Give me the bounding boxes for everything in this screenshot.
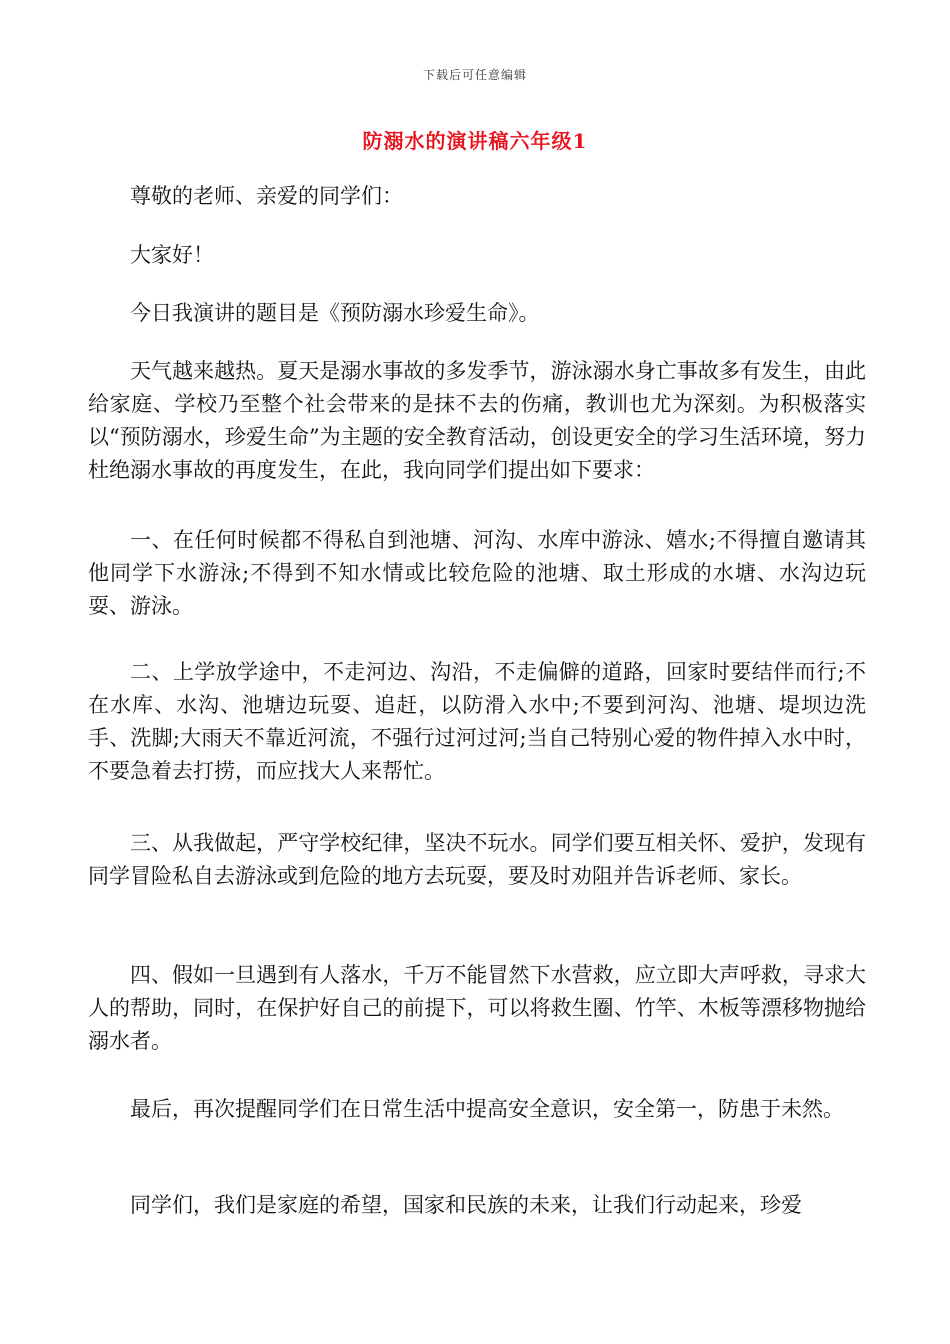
paragraph-rule-3: 三、从我做起，严守学校纪律，坚决不玩水。同学们要互相关怀、爱护，发现有同学冒险私自去游泳或到危险的地方去玩耍，要及时劝阻并告诉老师、家长。 — [88, 831, 866, 888]
document-title: 防溺水的演讲稿六年级1 — [362, 129, 588, 153]
paragraph-rule-4: 四、假如一旦遇到有人落水，千万不能冒然下水营救，应立即大声呼救，寻求大人的帮助，同时，在保护好自己的前提下，可以将救生圈、竹竿、木板等漂移物抛给溺水者。 — [88, 963, 866, 1053]
paragraph-rule-3-block — [88, 827, 866, 893]
paragraph-conclusion-block — [88, 1093, 866, 1126]
paragraph-intro: 天气越来越热。夏天是溺水事故的多发季节，游泳溺水身亡事故多有发生，由此给家庭、学校乃至整个社会带来的是抹不去的伤痛，教训也尤为深刻。为积极落实以“预防溺水，珍爱生命”为主题的安全教育活动，创设更安全的学习生活环境，努力杜绝溺水事故的再度发生，在此，我向同学们提出如下要求： — [88, 359, 866, 482]
paragraph-rule-4-block — [88, 959, 866, 1058]
paragraph-topic: 今日我演讲的题目是《预防溺水珍爱生命》。 — [130, 301, 540, 325]
paragraph-closing: 同学们，我们是家庭的希望，国家和民族的未来，让我们行动起来，珍爱 — [130, 1193, 802, 1217]
paragraph-rule-2: 二、上学放学途中，不走河边、沟沿，不走偏僻的道路，回家时要结伴而行;不在水库、水沟、池塘边玩耍、追赶，以防滑入水中;不要到河沟、池塘、堤坝边洗手、洗脚;大雨天不靠近河流，不强行过河过河;当自己特别心爱的物件掉入水中时，不要急着去打捞，而应找大人来帮忙。 — [88, 660, 866, 783]
paragraph-intro-block — [88, 355, 866, 487]
paragraph-rule-1: 一、在任何时候都不得私自到池塘、河沟、水库中游泳、嬉水;不得擅自邀请其他同学下水游泳;不得到不知水情或比较危险的池塘、取土形成的水塘、水沟边玩耍、游泳。 — [88, 528, 866, 618]
paragraph-closing-block — [88, 1189, 866, 1222]
paragraph-rule-1-block — [88, 524, 866, 623]
paragraph-rule-2-block — [88, 656, 866, 788]
paragraph-salutation: 尊敬的老师、亲爱的同学们： — [130, 184, 403, 208]
header-note: 下载后可任意编辑 — [422, 68, 527, 82]
paragraph-conclusion: 最后，再次提醒同学们在日常生活中提高安全意识，安全第一，防患于未然。 — [130, 1097, 844, 1121]
paragraph-greeting: 大家好！ — [130, 243, 214, 267]
